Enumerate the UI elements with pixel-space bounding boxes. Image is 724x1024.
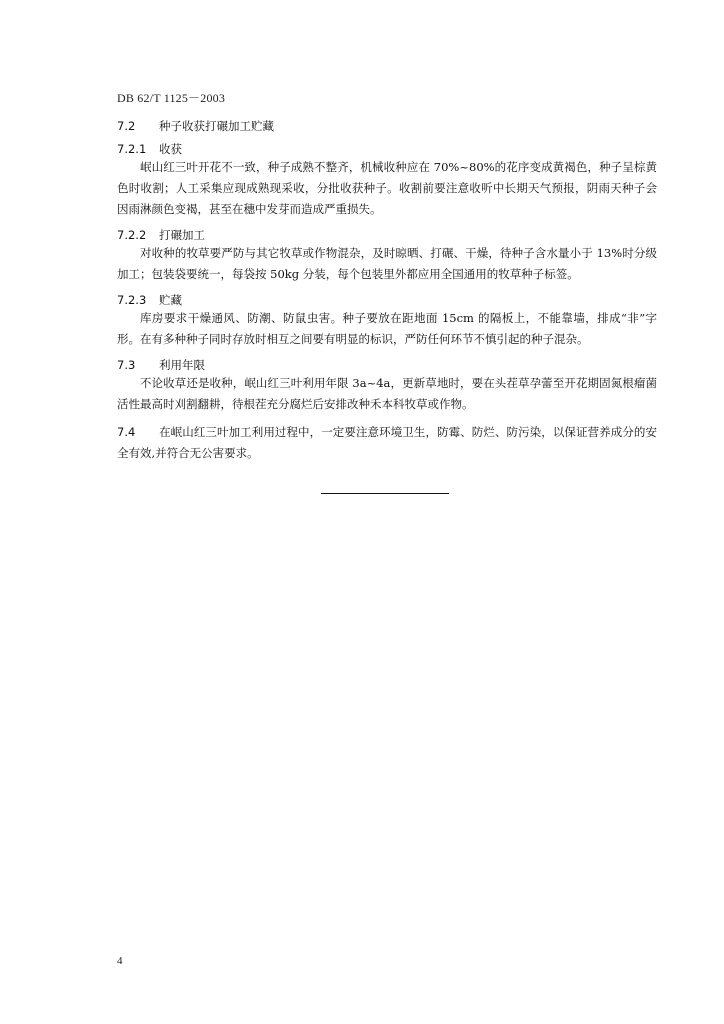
section-number: 7.2	[117, 119, 136, 133]
document-code-header: DB 62/T 1125－2003	[117, 91, 226, 105]
paragraph-threshing: 对收种的牧草要严防与其它牧草或作物混杂，及时晾晒、打碾、干燥，待种子含水量小于 13%时分级加工；包装袋要统一，每袋按 50kg 分装，每个包装里外都应用全国通用的牧草种子标签。	[117, 246, 657, 281]
page-number: 4	[117, 955, 123, 967]
section-heading-7-2-1	[117, 141, 657, 157]
document-body	[117, 118, 657, 464]
section-number: 7.4	[117, 425, 136, 439]
section-heading-7-2-2	[117, 227, 657, 243]
section-title: 打碾加工	[159, 228, 205, 242]
paragraph-7-4	[117, 422, 657, 464]
section-number: 7.2.2	[117, 228, 147, 242]
section-title: 利用年限	[159, 358, 205, 372]
paragraph-storage: 库房要求干燥通风、防潮、防鼠虫害。种子要放在距地面 15cm 的隔板上，不能靠墙，排成“非”字形。在有多种种子同时存放时相互之间要有明显的标识，严防任何环节不慎引起的种子混杂。	[117, 311, 657, 346]
section-title: 种子收获打碾加工贮藏	[159, 119, 274, 133]
end-of-text-rule	[321, 493, 449, 494]
paragraph-utilization-years: 不论收草还是收种，岷山红三叶利用年限 3a~4a，更新草地时，要在头茬草孕蕾至开花期固氮根瘤菌活性最高时刈割翻耕，待根茬充分腐烂后安排改种禾本科牧草或作物。	[117, 376, 657, 411]
paragraph-7-4-text: 在岷山红三叶加工利用过程中，一定要注意环境卫生，防霉、防烂、防污染，以保证营养成分的安全有效,并符合无公害要求。	[117, 425, 657, 460]
section-heading-7-3	[117, 357, 657, 373]
paragraph-harvest: 岷山红三叶开花不一致，种子成熟不整齐，机械收种应在 70%~80%的花序变成黄褐色，种子呈棕黄色时收割；人工采集应现成熟现采收，分批收获种子。收割前要注意收听中长期天气预报，阴雨天种子会因雨淋颜色变褐，甚至在穗中发芽而造成严重损失。	[117, 160, 657, 216]
section-heading-7-2-3	[117, 292, 657, 308]
section-number: 7.2.3	[117, 293, 147, 307]
section-heading-7-2	[117, 118, 657, 134]
section-number: 7.3	[117, 358, 136, 372]
section-number: 7.2.1	[117, 142, 147, 156]
section-title: 贮藏	[159, 293, 182, 307]
section-title: 收获	[159, 142, 182, 156]
